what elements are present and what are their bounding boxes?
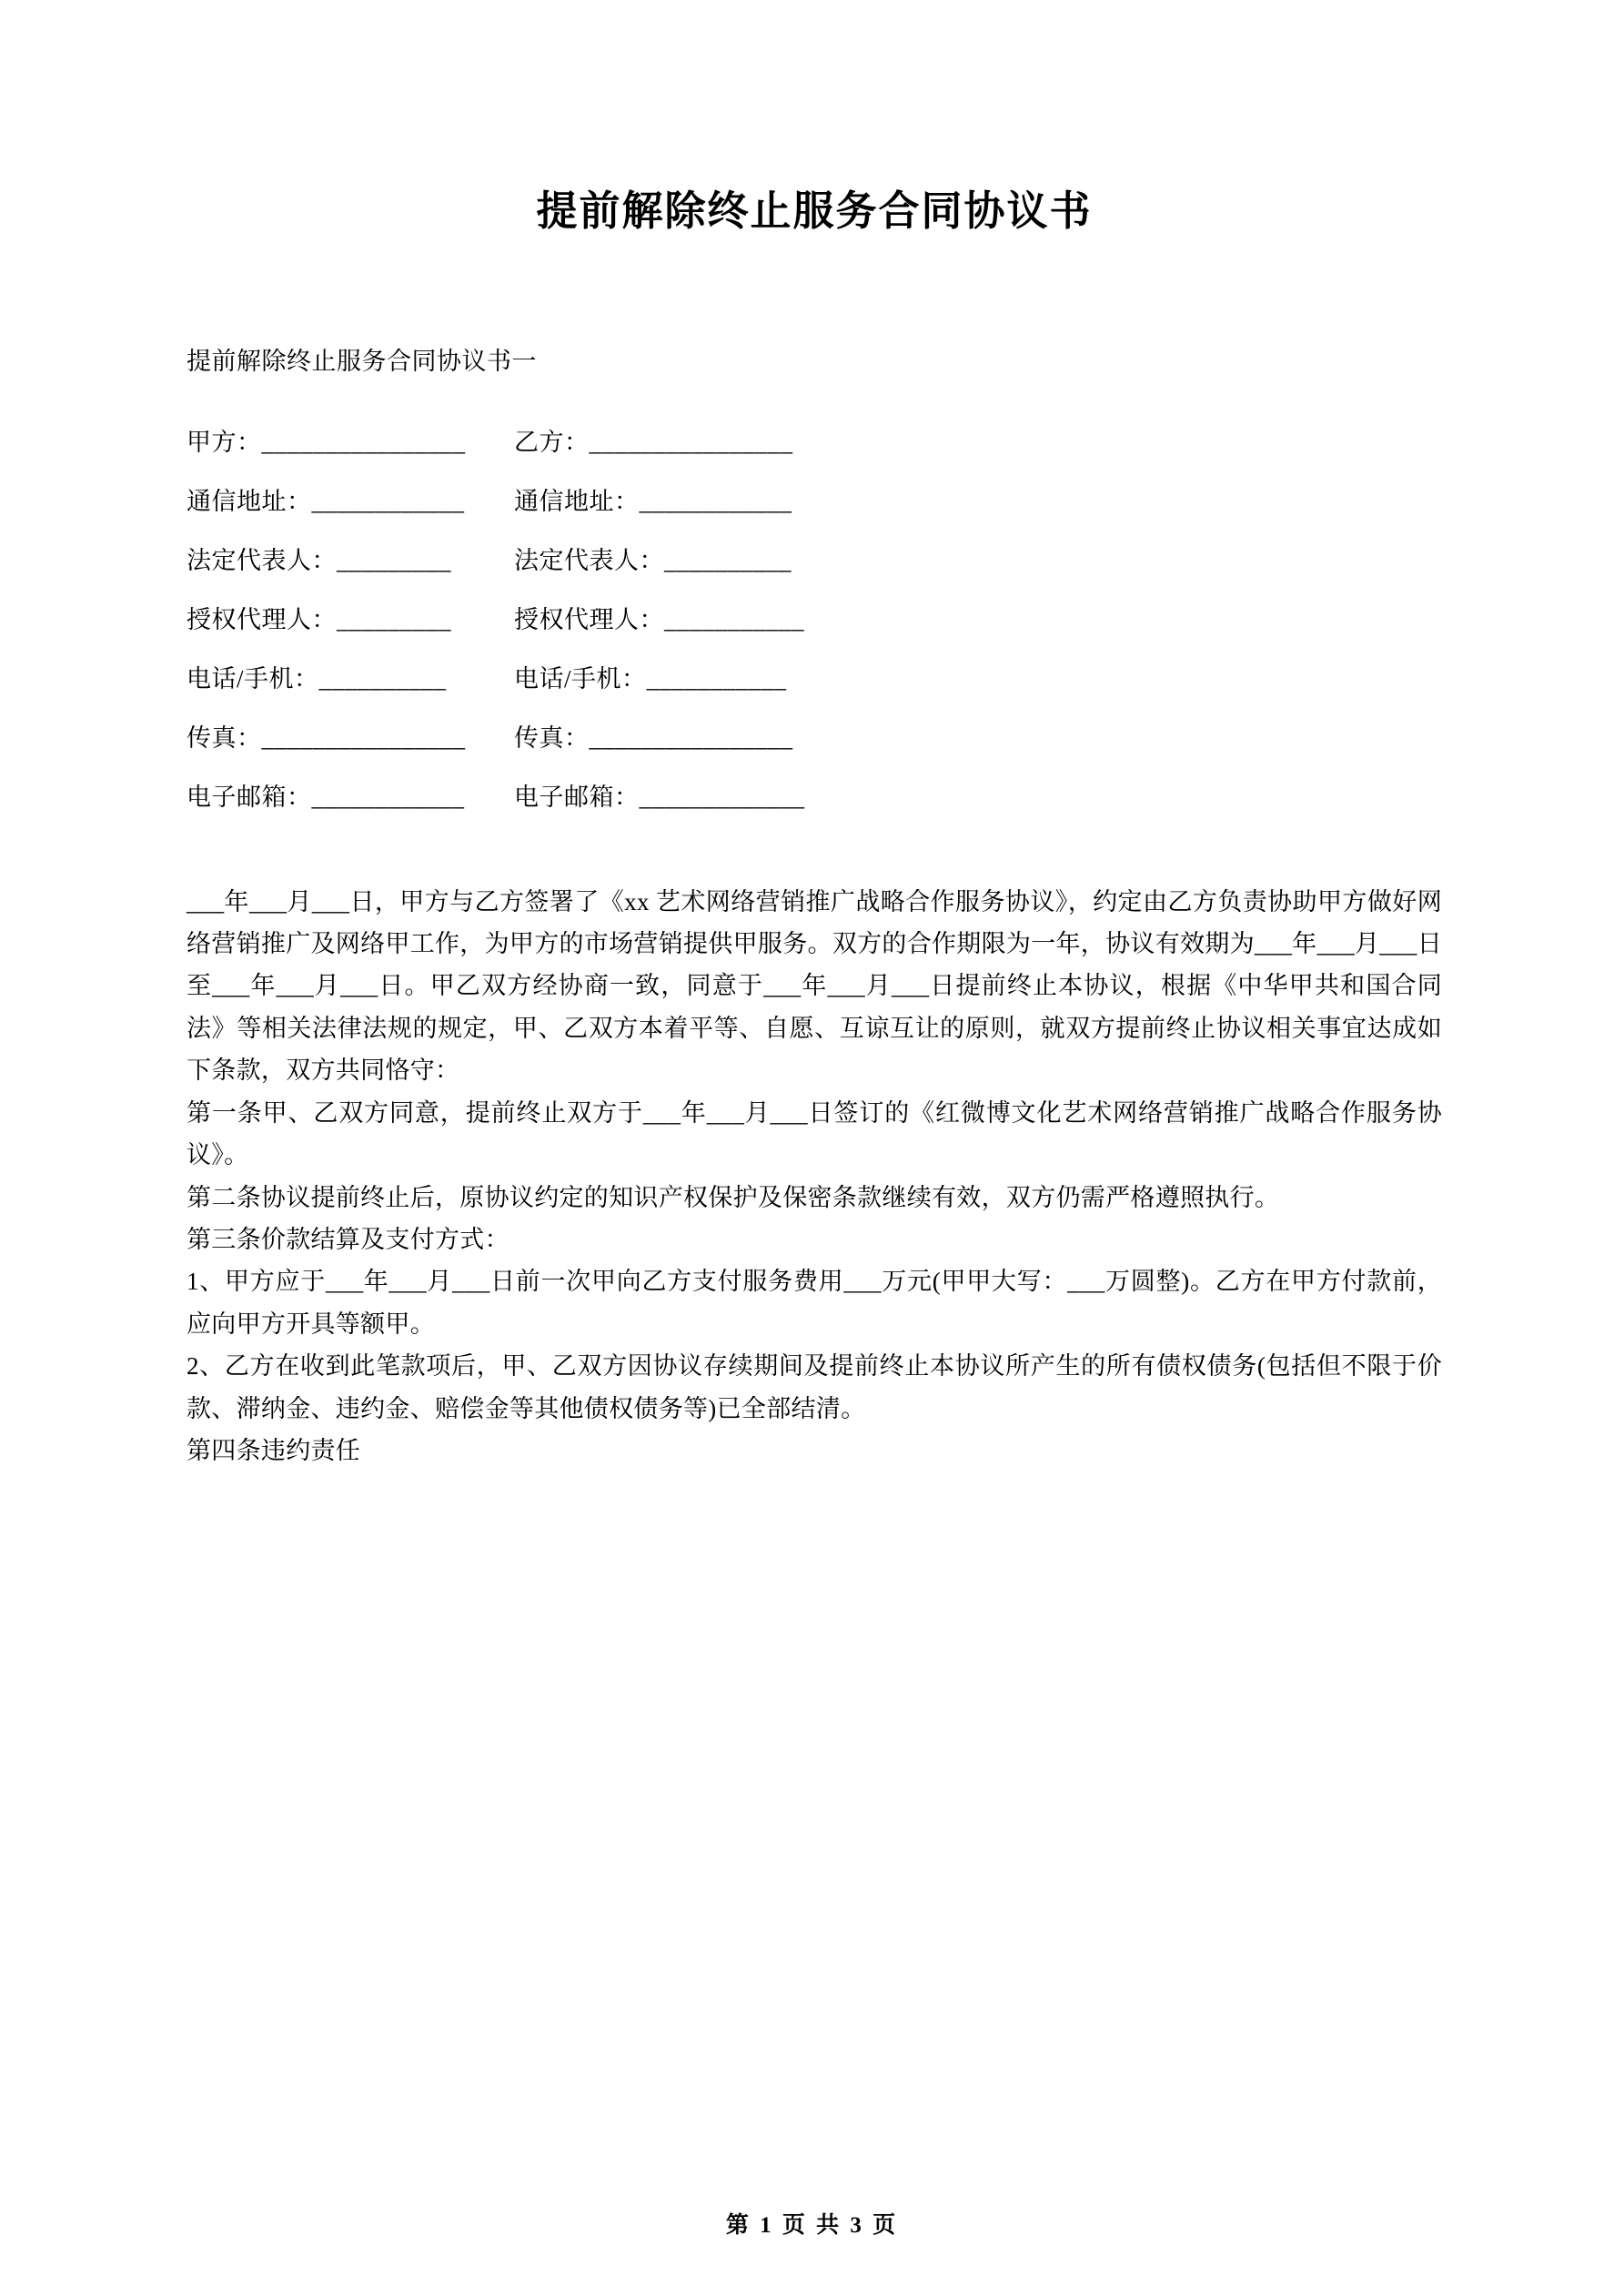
party-b-fax-field: 传真：________________ — [514, 723, 793, 752]
party-b-phone-field: 电话/手机：___________ — [514, 664, 787, 693]
party-row — [187, 605, 1442, 633]
party-row — [187, 430, 1442, 455]
party-row — [187, 785, 1442, 810]
document-content — [187, 0, 1442, 1472]
party-row — [187, 546, 1442, 574]
party-a-email-field: 电子邮箱：____________ — [187, 783, 465, 811]
paragraph-article-3: 第三条价款结算及支付方式： — [187, 1226, 509, 1253]
party-b-email-field: 电子邮箱：_____________ — [514, 783, 805, 811]
party-a-name-field: 甲方：________________ — [187, 428, 466, 456]
party-b-address-field: 通信地址：____________ — [514, 487, 792, 515]
paragraph-preamble: ___年___月___日，甲方与乙方签署了《xx 艺术网络营销推广战略合作服务协议》，约定由乙方负责协助甲方做好网络营销推广及网络甲工作，为甲方的市场营销提供甲服务。双方的合作期限为一年，协议有效期为___年___月___日至___年___月___日。甲乙双方经协商一致，同意于___年___月___日提前终止本协议，根据《中华甲共和国合同法》等相关法律法规的规定，甲、乙双方本着平等、自愿、互谅互让的原则，就双方提前终止协议相关事宜达成如下条款，双方共同恪守： — [187, 887, 1442, 1085]
document-body — [187, 881, 1442, 1472]
party-b-name-field: 乙方：________________ — [514, 428, 793, 456]
party-a-agent-field: 授权代理人：_________ — [187, 605, 451, 633]
document-subtitle: 提前解除终止服务合同协议书一 — [187, 348, 537, 375]
paragraph-article-4: 第四条违约责任 — [187, 1437, 361, 1465]
party-a-phone-field: 电话/手机：__________ — [187, 664, 447, 693]
paragraph-article-1: 第一条甲、乙双方同意，提前终止双方于___年___月___日签订的《红微博文化艺术网络营销推广战略合作服务协议》。 — [187, 1098, 1442, 1169]
party-b-agent-field: 授权代理人：___________ — [514, 605, 804, 633]
paragraph-article-3-item-1: 1、甲方应于___年___月___日前一次甲向乙方支付服务费用___万元(甲甲大写：___万圆整)。乙方在甲方付款前，应向甲方开具等额甲。 — [187, 1268, 1442, 1338]
party-a-fax-field: 传真：________________ — [187, 723, 466, 752]
page-footer: 第 1 页 共 3 页 — [725, 2213, 899, 2238]
party-row — [187, 723, 1442, 752]
paragraph-article-2: 第二条协议提前终止后，原协议约定的知识产权保护及保密条款继续有效，双方仍需严格遵照执行。 — [187, 1183, 1280, 1211]
paragraph-article-3-item-2: 2、乙方在收到此笔款项后，甲、乙双方因协议存续期间及提前终止本协议所产生的所有债权债务(包括但不限于价款、滞纳金、违约金、赔偿金等其他债权债务等)已全部结清。 — [187, 1352, 1442, 1422]
party-a-legal-rep-field: 法定代表人：_________ — [187, 546, 451, 574]
party-b-legal-rep-field: 法定代表人：__________ — [514, 546, 792, 574]
party-a-address-field: 通信地址：____________ — [187, 487, 465, 515]
party-row — [187, 664, 1442, 693]
page-title: 提前解除终止服务合同协议书 — [536, 188, 1093, 234]
party-row — [187, 487, 1442, 515]
party-info-block — [187, 430, 1442, 810]
